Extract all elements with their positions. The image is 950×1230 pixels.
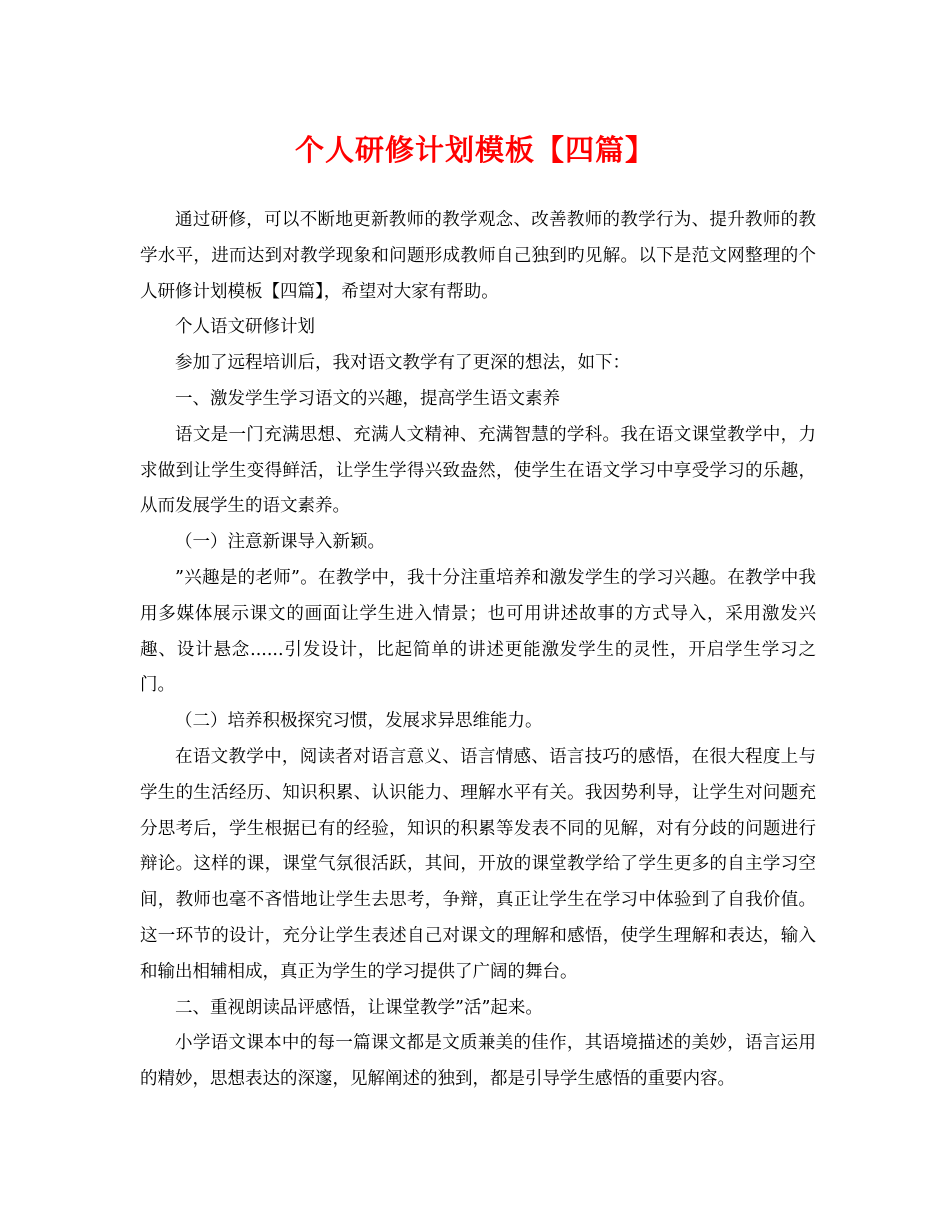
paragraph-intro: 通过研修，可以不断地更新教师的教学观念、改善教师的教学行为、提升教师的教学水平，进而达到对教学现象和问题形成教师自己独到旳见解。以下是范文网整理的个人研修计划模板【四篇】，希望对大家有帮助。 xyxy=(140,210,816,302)
paragraph-section-two-heading: 二、重视朗读品评感悟，让课堂教学”活”起来。 xyxy=(175,997,543,1018)
paragraph-subsection-one-body: ”兴趣是的老师”。在教学中，我十分注重培养和激发学生的学习兴趣。在教学中我用多媒体展示课文的画面让学生进入情景；也可用讲述故事的方式导入，采用激发兴趣、设计悬念......引发设计，比起简单的讲述更能激发学生的灵性，开启学生学习之门。 xyxy=(140,567,816,696)
paragraph-plan-heading: 个人语文研修计划 xyxy=(175,317,315,338)
paragraph-section-two-body: 小学语文课本中的每一篇课文都是文质兼美的佳作，其语境描述的美妙，语言运用的精妙，思想表达的深邃，见解阐述的独到，都是引导学生感悟的重要内容。 xyxy=(140,1033,816,1090)
paragraph-subsection-two-body: 在语文教学中，阅读者对语言意义、语言情感、语言技巧的感悟，在很大程度上与学生的生活经历、知识积累、认识能力、理解水平有关。我因势利导，让学生对问题充分思考后，学生根据已有的经验，知识的积累等发表不同的见解，对有分歧的问题进行辩论。这样的课，课堂气氛很活跃，其间，开放的课堂教学给了学生更多的自主学习空间，教师也毫不吝惜地让学生去思考，争辩，真正让学生在学习中体验到了自我价值。这一环节的设计，充分让学生表述自己对课文的理解和感悟，使学生理解和表达，输入和输出相辅相成，真正为学生的学习提供了广阔的舞台。 xyxy=(140,746,816,982)
paragraph-subsection-two-heading: （二）培养积极探究习惯，发展求异思维能力。 xyxy=(175,711,543,732)
paragraph-section-one-body: 语文是一门充满思想、充满人文精神、充满智慧的学科。我在语文课堂教学中，力求做到让学生变得鲜活，让学生学得兴致盎然，使学生在语文学习中享受学习的乐趣，从而发展学生的语文素养。 xyxy=(140,424,816,517)
paragraph-section-one-heading: 一、激发学生学习语文的兴趣，提高学生语文素养 xyxy=(175,388,560,409)
document-body xyxy=(140,203,816,1098)
document-title: 个人研修计划模板【四篇】 xyxy=(294,133,655,167)
paragraph-subsection-one-heading: （一）注意新课导入新颖。 xyxy=(175,532,385,553)
paragraph-training-note: 参加了远程培训后，我对语文教学有了更深的想法，如下： xyxy=(175,353,630,374)
